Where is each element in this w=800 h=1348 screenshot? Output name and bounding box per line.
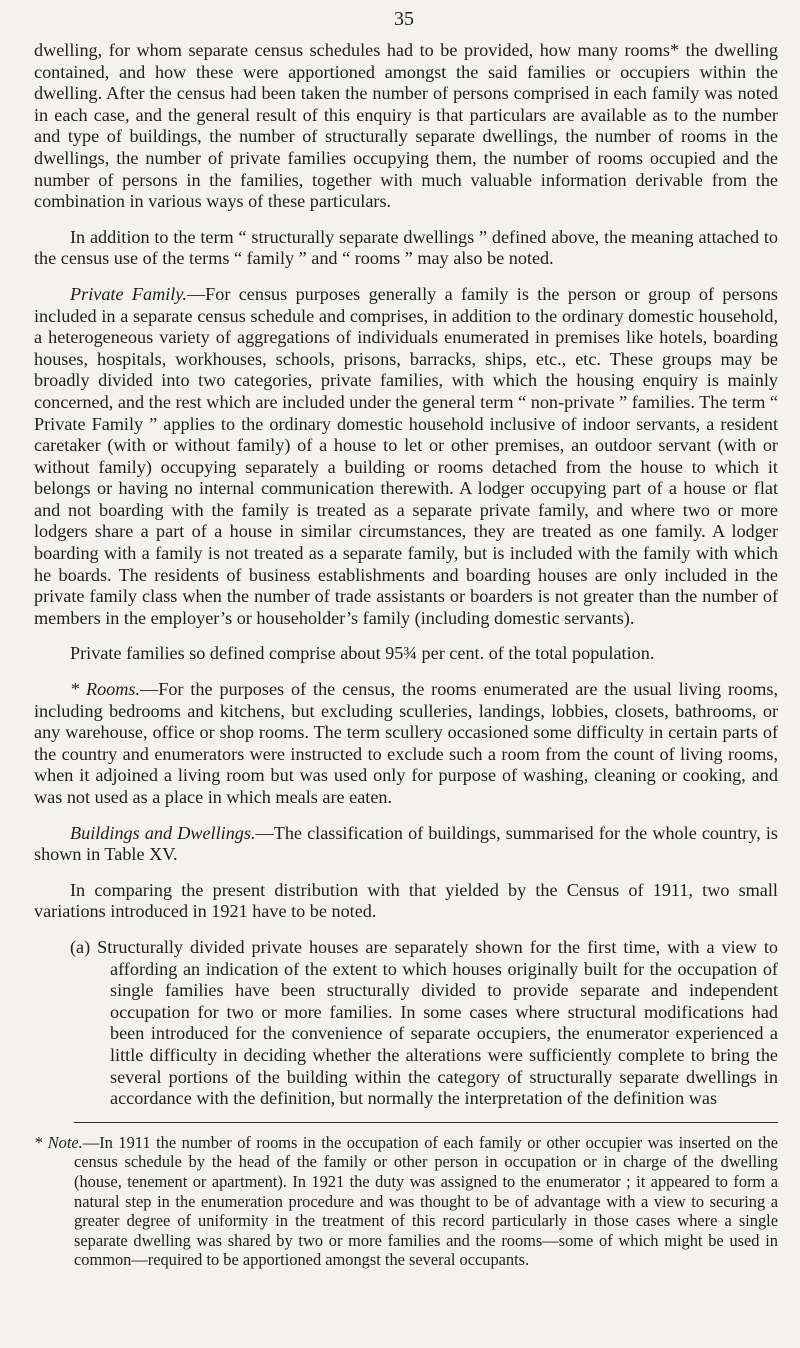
main-text [34,40,778,1110]
paragraph-buildings-dwellings [34,823,778,866]
page-number: 35 [394,8,414,30]
list-item-a: (a) Structurally divided private houses are separately shown for the first time, with a view to affording an indication of the extent to which houses originally built for the occupation of single families have been structurally divided to provide separate and independent occupation for two or more families. In some cases where structural modifications had been introduced for the convenience of separate occupiers, the enumerator experienced a little difficulty in deciding whether the alterations were sufficiently complete to bring the several portions of the building within the category of structurally separate dwellings in accordance with the definition, but normally the interpretation of the definition was [70,936,778,1109]
heading-private-family: Private Family. [70,283,187,304]
paragraph-rooms [34,679,778,809]
heading-buildings-dwellings: Buildings and Dwellings. [70,822,256,843]
paragraph-census-comparison: In comparing the present distribution with that yielded by the Census of 1911, two small variations introduced in 1921 have to be noted. [34,879,778,922]
footnote-text: —In 1911 the number of rooms in the occupation of each family or other occupier was inserted on the census schedule by the head of the family or other person in occupation or in charge of the dwelling (house, tenement or apartment). In 1921 the duty was assigned to the enumerator ; it appeared to form a natural step in the enumeration procedure and was thought to be of advantage with a view to securing a greater degree of uniformity in the treatment of this record particularly in those cases where a single separate dwelling was shared by two or more families and the rooms—some of which might be used in common—required to be apportioned amongst the several occupants. [74,1132,778,1270]
buildings-dwellings-text: —The classification of buildings, summarised for the whole country, is shown in Table XV. [34,822,779,865]
private-family-text: —For census purposes generally a family is the person or group of persons included in a separate census schedule and comprises, in addition to the ordinary domestic household, a heterogeneous variety of aggregations of individuals enumerated in premises like hotels, boarding houses, hospitals, workhouses, schools, prisons, barracks, ships, etc., etc. These groups may be broadly divided into two categories, private families, with which the housing enquiry is mainly concerned, and the rest which are included under the general term “ non-private ” families. The term “ Private Family ” applies to the ordinary domestic household inclusive of indoor servants, a resident caretaker (with or without family) of a house to let or other premises, an outdoor servant (with or without family) occupying separately a building or rooms detached from the house to which it belongs or having no internal communication therewith. A lodger occupying part of a house or flat and not boarding with the family is treated as a separate private family, and where two or more lodgers share a part of a house in similar circumstances, they are treated as one family. A lodger boarding with a family is not treated as a separate family, but is included with the family with which he boards. The residents of business establishments and boarding houses are only included in the private family class when the number of trade assistants or boarders is not greater than the number of members in the employer’s or householder’s family (including domestic servants). [34,283,778,628]
paragraph-terms-noted: In addition to the term “ structurally separate dwellings ” defined above, the meaning attached to the census use of the terms “ family ” and “ rooms ” may also be noted. [34,226,778,269]
heading-rooms: * Rooms. [70,679,141,700]
footnote-label: * Note. [34,1132,83,1152]
paragraph-dwelling-enquiry: dwelling, for whom separate census schedules had to be provided, how many rooms* the dwelling contained, and how these were apportioned amongst the said families or occupiers within the dwelling. After the census had been taken the number of persons comprised in each family was noted in each case, and the general result of this enquiry is that particulars are available as to the number and type of buildings, the number of structurally separate dwellings, the number of rooms in the dwellings, the number of private families occupying them, the number of rooms occupied and the number of persons in the families, together with much valuable information derivable from the combination in various ways of these particulars. [34,40,778,212]
rooms-text: —For the purposes of the census, the rooms enumerated are the usual living rooms, including bedrooms and kitchens, but excluding sculleries, landings, lobbies, closets, bathrooms, or any warehouse, office or shop rooms. The term scullery occasioned some difficulty in certain parts of the country and enumerators were instructed to exclude such a room from the count of living rooms, when it adjoined a living room but was used only for purpose of washing, cleaning or cooking, and was not used as a place in which meals are eaten. [34,679,778,807]
footnote-divider [74,1122,778,1123]
footnote [34,1133,778,1270]
paragraph-private-family [34,284,778,630]
paragraph-private-families-share: Private families so defined comprise about 95¾ per cent. of the total population. [70,643,655,664]
